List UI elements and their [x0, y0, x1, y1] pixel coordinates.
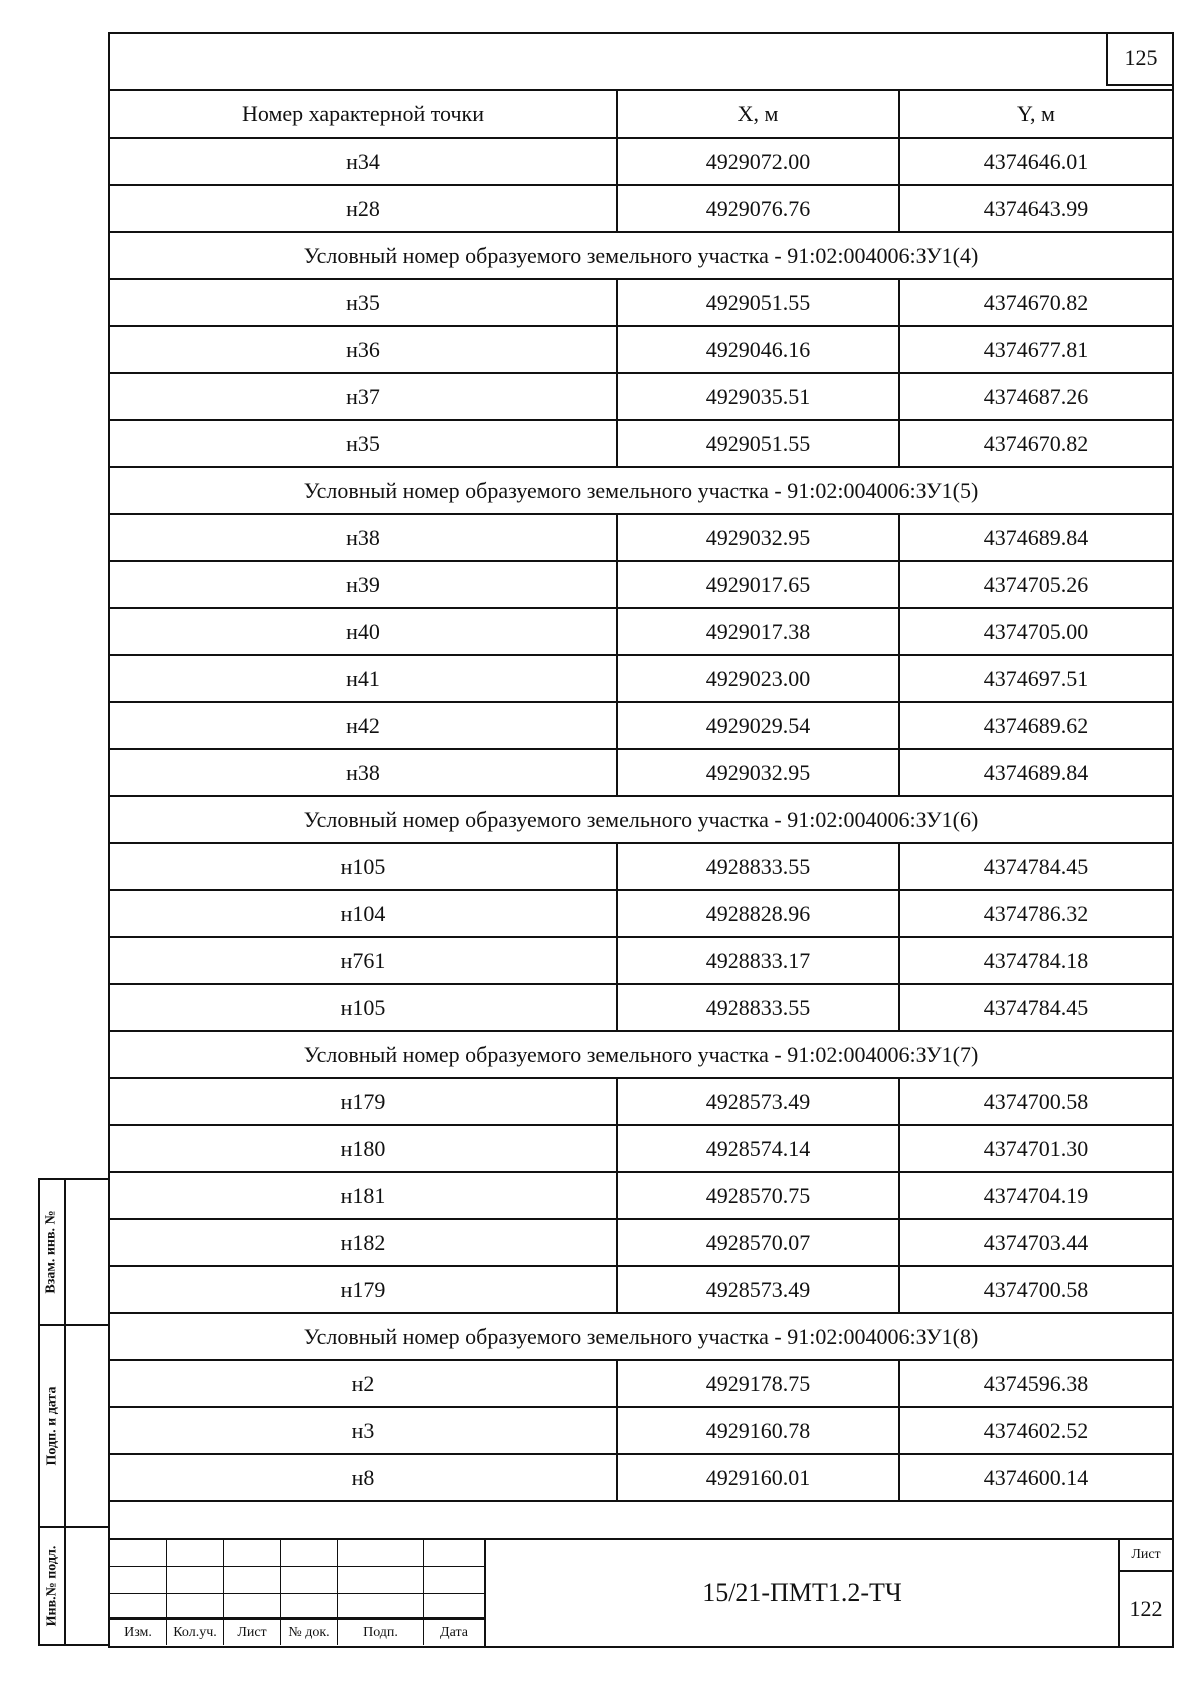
x-coordinate: 4928573.49 — [618, 1267, 900, 1312]
table-header-row — [110, 89, 1172, 139]
table-row — [110, 1455, 1172, 1502]
y-coordinate: 4374600.14 — [983, 1464, 1089, 1490]
x-coordinate: 4929017.65 — [618, 562, 900, 607]
point-name: н3 — [110, 1408, 618, 1453]
x-coordinate: 4929160.01 — [618, 1455, 900, 1500]
y-coordinate: 4374784.45 — [983, 853, 1089, 879]
x-coordinate: 4929072.00 — [618, 139, 900, 184]
side-label-signature-date: Подп. и дата — [44, 1386, 59, 1466]
point-name: н38 — [110, 750, 618, 795]
col-podp: Подп. — [338, 1620, 424, 1645]
y-coordinate: 4374689.62 — [983, 712, 1089, 738]
table-row — [110, 938, 1172, 985]
table-row — [110, 1361, 1172, 1408]
page-number-top: 125 — [1106, 32, 1174, 86]
y-coordinate: 4374677.81 — [983, 336, 1089, 362]
group-label: Условный номер образуемого земельного участка - 91:02:004006:ЗУ1(6) — [303, 806, 979, 832]
point-name: н41 — [110, 656, 618, 701]
col-data: Дата — [440, 1624, 468, 1640]
table-row — [110, 374, 1172, 421]
group-label: Условный номер образуемого земельного участка - 91:02:004006:ЗУ1(8) — [303, 1323, 979, 1349]
side-stamp-replacement-inv — [38, 1178, 108, 1326]
table-group-row — [110, 797, 1172, 844]
x-coordinate: 4929160.78 — [618, 1408, 900, 1453]
x-coordinate: 4928833.55 — [618, 844, 900, 889]
table-row — [110, 1126, 1172, 1173]
point-name: н36 — [110, 327, 618, 372]
col-izm: Изм. — [110, 1620, 167, 1645]
table-row — [110, 186, 1172, 233]
point-name: н105 — [110, 985, 618, 1030]
point-name: н38 — [110, 515, 618, 560]
sheet-box — [1118, 1540, 1172, 1646]
drawing-frame — [108, 32, 1174, 1648]
y-coordinate: 4374786.32 — [983, 900, 1089, 926]
table-row — [110, 1220, 1172, 1267]
x-coordinate: 4929178.75 — [618, 1361, 900, 1406]
y-coordinate: 4374670.82 — [983, 289, 1089, 315]
point-name: н39 — [110, 562, 618, 607]
revision-grid — [110, 1540, 486, 1646]
y-coordinate: 4374596.38 — [983, 1370, 1089, 1396]
table-row — [110, 844, 1172, 891]
y-coordinate: 4374700.58 — [983, 1276, 1089, 1302]
side-label-replacement-inv: Взам. инв. № — [44, 1210, 60, 1294]
table-row — [110, 703, 1172, 750]
point-name: н34 — [110, 139, 618, 184]
point-name: н181 — [110, 1173, 618, 1218]
revision-row — [110, 1567, 484, 1594]
header-y: Y, м — [1017, 101, 1055, 126]
y-coordinate: 4374602.52 — [983, 1417, 1089, 1443]
table-row — [110, 1079, 1172, 1126]
y-coordinate: 4374689.84 — [983, 524, 1089, 550]
x-coordinate: 4928570.75 — [618, 1173, 900, 1218]
y-coordinate: 4374784.18 — [983, 947, 1089, 973]
side-stamp-signature-date — [38, 1326, 108, 1528]
y-coordinate: 4374670.82 — [983, 430, 1089, 456]
point-name: н180 — [110, 1126, 618, 1171]
revision-row — [110, 1540, 484, 1567]
y-coordinate: 4374700.58 — [983, 1088, 1089, 1114]
x-coordinate: 4929035.51 — [618, 374, 900, 419]
y-coordinate: 4374701.30 — [983, 1135, 1089, 1161]
table-row — [110, 1408, 1172, 1455]
y-coordinate: 4374705.00 — [983, 618, 1089, 644]
table-group-row — [110, 1032, 1172, 1079]
group-label: Условный номер образуемого земельного участка - 91:02:004006:ЗУ1(7) — [303, 1041, 979, 1067]
y-coordinate: 4374689.84 — [983, 759, 1089, 785]
y-coordinate: 4374697.51 — [983, 665, 1089, 691]
table-body — [110, 139, 1172, 1502]
x-coordinate: 4928828.96 — [618, 891, 900, 936]
x-coordinate: 4929032.95 — [618, 515, 900, 560]
table-row — [110, 656, 1172, 703]
x-coordinate: 4929017.38 — [618, 609, 900, 654]
side-label-original-inv: Инв.№ подл. — [44, 1545, 59, 1627]
x-coordinate: 4929023.00 — [618, 656, 900, 701]
x-coordinate: 4929051.55 — [618, 280, 900, 325]
side-stamp-original-inv — [38, 1528, 108, 1646]
col-list: Лист — [224, 1620, 281, 1645]
point-name: н179 — [110, 1267, 618, 1312]
table-row — [110, 1173, 1172, 1220]
table-row — [110, 891, 1172, 938]
point-name: н2 — [110, 1361, 618, 1406]
sheet-label: Лист — [1120, 1540, 1172, 1572]
x-coordinate: 4928573.49 — [618, 1079, 900, 1124]
table-row — [110, 1267, 1172, 1314]
x-coordinate: 4929051.55 — [618, 421, 900, 466]
point-name: н37 — [110, 374, 618, 419]
point-name: н8 — [110, 1455, 618, 1500]
title-block — [110, 1538, 1172, 1646]
point-name: н35 — [110, 421, 618, 466]
y-coordinate: 4374705.26 — [983, 571, 1089, 597]
col-kol-uch: Кол.уч. — [167, 1620, 224, 1645]
point-name: н104 — [110, 891, 618, 936]
x-coordinate: 4929029.54 — [618, 703, 900, 748]
table-row — [110, 985, 1172, 1032]
table-row — [110, 327, 1172, 374]
sheet-number: 122 — [1129, 1596, 1163, 1621]
coordinates-table — [110, 89, 1172, 1502]
point-name: н182 — [110, 1220, 618, 1265]
col-doc-num: № док. — [281, 1620, 338, 1645]
y-coordinate: 4374784.45 — [983, 994, 1089, 1020]
table-group-row — [110, 468, 1172, 515]
x-coordinate: 4928833.55 — [618, 985, 900, 1030]
table-group-row — [110, 233, 1172, 280]
point-name: н179 — [110, 1079, 618, 1124]
table-row — [110, 421, 1172, 468]
table-row — [110, 609, 1172, 656]
y-coordinate: 4374704.19 — [983, 1182, 1089, 1208]
table-row — [110, 280, 1172, 327]
header-x: X, м — [618, 91, 900, 137]
point-name: н42 — [110, 703, 618, 748]
group-label: Условный номер образуемого земельного участка - 91:02:004006:ЗУ1(4) — [303, 242, 979, 268]
y-coordinate: 4374703.44 — [983, 1229, 1089, 1255]
point-name: н35 — [110, 280, 618, 325]
document-code: 15/21-ПМТ1.2-ТЧ — [702, 1578, 902, 1607]
table-row — [110, 750, 1172, 797]
table-group-row — [110, 1314, 1172, 1361]
group-label: Условный номер образуемого земельного участка - 91:02:004006:ЗУ1(5) — [303, 477, 979, 503]
header-point: Номер характерной точки — [110, 91, 618, 137]
x-coordinate: 4929076.76 — [618, 186, 900, 231]
y-coordinate: 4374646.01 — [983, 148, 1089, 174]
y-coordinate: 4374643.99 — [983, 195, 1089, 221]
point-name: н40 — [110, 609, 618, 654]
point-name: н105 — [110, 844, 618, 889]
table-row — [110, 139, 1172, 186]
point-name: н28 — [110, 186, 618, 231]
x-coordinate: 4929032.95 — [618, 750, 900, 795]
table-row — [110, 562, 1172, 609]
point-name: н761 — [110, 938, 618, 983]
x-coordinate: 4928833.17 — [618, 938, 900, 983]
revision-row — [110, 1594, 484, 1618]
x-coordinate: 4928570.07 — [618, 1220, 900, 1265]
y-coordinate: 4374687.26 — [983, 383, 1089, 409]
x-coordinate: 4928574.14 — [618, 1126, 900, 1171]
x-coordinate: 4929046.16 — [618, 327, 900, 372]
table-row — [110, 515, 1172, 562]
revision-labels-row — [110, 1618, 484, 1645]
